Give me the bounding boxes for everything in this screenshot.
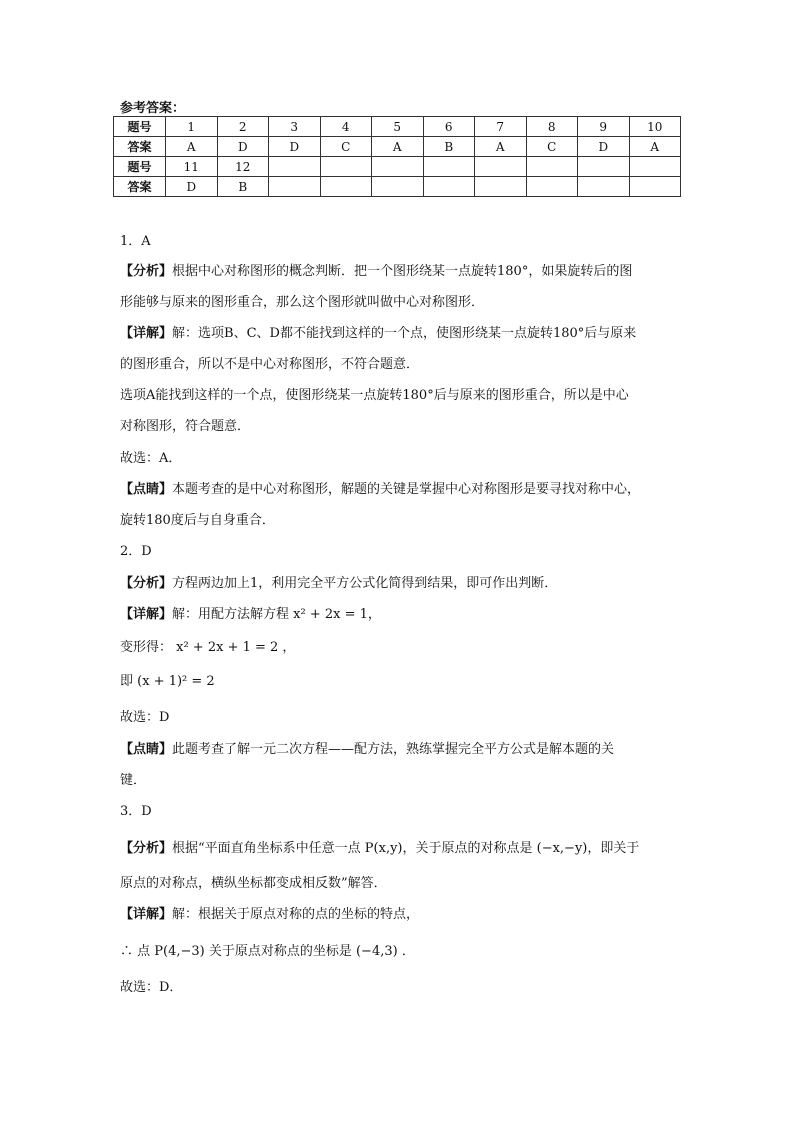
answer-table — [113, 116, 681, 197]
q1-detail-line4: 对称图形，符合题意． — [120, 419, 251, 434]
q3-analysis-tag: 【分析】 — [120, 841, 173, 856]
q1-analysis-line2: 形能够与原来的图形重合，那么这个图形就叫做中心对称图形． — [120, 295, 485, 310]
q1-comment-text1: 本题考查的是中心对称图形，解题的关键是掌握中心对称图形是要寻找对称中心， — [172, 482, 641, 497]
q1-comment-line2: 旋转180度后与自身重合． — [120, 513, 275, 528]
table-cell: 3 — [269, 117, 321, 137]
table-cell — [629, 177, 681, 197]
q2-detail-line2: 变形得： x² + 2x + 1 = 2 ， — [120, 640, 296, 655]
table-cell: 8 — [526, 117, 578, 137]
q1-number: 1．A — [120, 234, 151, 249]
table-cell: 6 — [423, 117, 475, 137]
table-row-label: 题号 — [114, 157, 166, 177]
table-row-label: 答案 — [114, 137, 166, 157]
q3-detail-text1: 解：根据关于原点对称的点的坐标的特点， — [172, 907, 420, 922]
table-row-answers-2 — [114, 177, 681, 197]
q2-detail-line1 — [120, 605, 381, 625]
q2-comment-text1: 此题考查了解一元二次方程——配方法，熟练掌握完全平方公式是解本题的关 — [172, 742, 615, 757]
table-cell: A — [166, 137, 218, 157]
q2-choose: 故选：D — [120, 710, 170, 725]
q3-detail-tag: 【详解】 — [120, 907, 173, 922]
q2-comment-tag: 【点睛】 — [120, 742, 173, 757]
table-cell — [320, 157, 372, 177]
table-cell — [526, 157, 578, 177]
q3-analysis-line1 — [120, 839, 639, 859]
table-cell: 4 — [320, 117, 372, 137]
table-row-numbers-2 — [114, 157, 681, 177]
table-cell — [269, 157, 321, 177]
table-row-label: 答案 — [114, 177, 166, 197]
table-cell: D — [166, 177, 218, 197]
q3-number: 3．D — [120, 804, 152, 819]
q2-number: 2．D — [120, 544, 152, 559]
table-cell — [320, 177, 372, 197]
table-cell: C — [320, 137, 372, 157]
table-cell: 5 — [372, 117, 424, 137]
table-cell — [372, 157, 424, 177]
table-cell — [526, 177, 578, 197]
table-cell: 7 — [475, 117, 527, 137]
table-cell: C — [526, 137, 578, 157]
q2-detail-text1: 解：用配方法解方程 x² + 2x = 1， — [172, 607, 381, 622]
q1-detail-text1: 解：选项B、C、D都不能找到这样的一个点，使图形绕某一点旋转180°后与原来 — [172, 326, 637, 341]
table-cell — [475, 177, 527, 197]
table-cell: 2 — [217, 117, 269, 137]
q1-detail-tag: 【详解】 — [120, 326, 173, 341]
q1-analysis-tag: 【分析】 — [120, 264, 173, 279]
table-cell: A — [475, 137, 527, 157]
q1-detail-line3: 选项A能找到这样的一个点，使图形绕某一点旋转180°后与原来的图形重合，所以是中心 — [120, 388, 629, 403]
q1-analysis-line1 — [120, 262, 632, 282]
table-cell — [475, 157, 527, 177]
table-row-answers-1 — [114, 137, 681, 157]
table-cell — [269, 177, 321, 197]
q2-detail-line3: 即 (x + 1)² = 2 — [120, 674, 215, 689]
table-cell: 12 — [217, 157, 269, 177]
table-cell: D — [578, 137, 630, 157]
q1-comment-tag: 【点睛】 — [120, 482, 173, 497]
table-row-label: 题号 — [114, 117, 166, 137]
q1-comment-line1 — [120, 480, 640, 500]
table-cell — [423, 157, 475, 177]
q2-analysis-text1: 方程两边加上1，利用完全平方公式化简得到结果，即可作出判断． — [172, 576, 558, 591]
table-cell: B — [217, 177, 269, 197]
q3-analysis-line2: 原点的对称点，横纵坐标都变成相反数”解答． — [120, 876, 387, 891]
table-cell: D — [217, 137, 269, 157]
table-cell — [423, 177, 475, 197]
table-cell — [372, 177, 424, 197]
q3-detail-line2: ∴ 点 P(4,−3) 关于原点对称点的坐标是 (−4,3) ． — [120, 944, 415, 959]
q1-detail-line1 — [120, 324, 636, 344]
q3-detail-line1 — [120, 905, 419, 925]
q3-analysis-text1: 根据“平面直角坐标系中任意一点 P(x,y)，关于原点的对称点是 (−x,−y)，即关于 — [172, 841, 640, 856]
table-row-numbers-1 — [114, 117, 681, 137]
q2-analysis-tag: 【分析】 — [120, 576, 173, 591]
table-cell: A — [629, 137, 681, 157]
q1-detail-line2: 的图形重合，所以不是中心对称图形，不符合题意． — [120, 357, 420, 372]
table-cell: 1 — [166, 117, 218, 137]
q3-choose: 故选：D． — [120, 980, 183, 995]
table-cell — [578, 157, 630, 177]
table-cell: B — [423, 137, 475, 157]
answer-key-title: 参考答案： — [120, 101, 186, 116]
table-cell — [578, 177, 630, 197]
q2-detail-tag: 【详解】 — [120, 607, 173, 622]
q2-comment-line2: 键． — [120, 773, 147, 788]
table-cell — [629, 157, 681, 177]
q2-comment-line1 — [120, 740, 614, 760]
table-cell: 9 — [578, 117, 630, 137]
q1-choose: 故选：A． — [120, 451, 182, 466]
table-cell: 11 — [166, 157, 218, 177]
table-cell: 10 — [629, 117, 681, 137]
q2-analysis-line1 — [120, 574, 557, 594]
q1-analysis-text1: 根据中心对称图形的概念判断．把一个图形绕某一点旋转180°，如果旋转后的图 — [172, 264, 633, 279]
table-cell: D — [269, 137, 321, 157]
table-cell: A — [372, 137, 424, 157]
